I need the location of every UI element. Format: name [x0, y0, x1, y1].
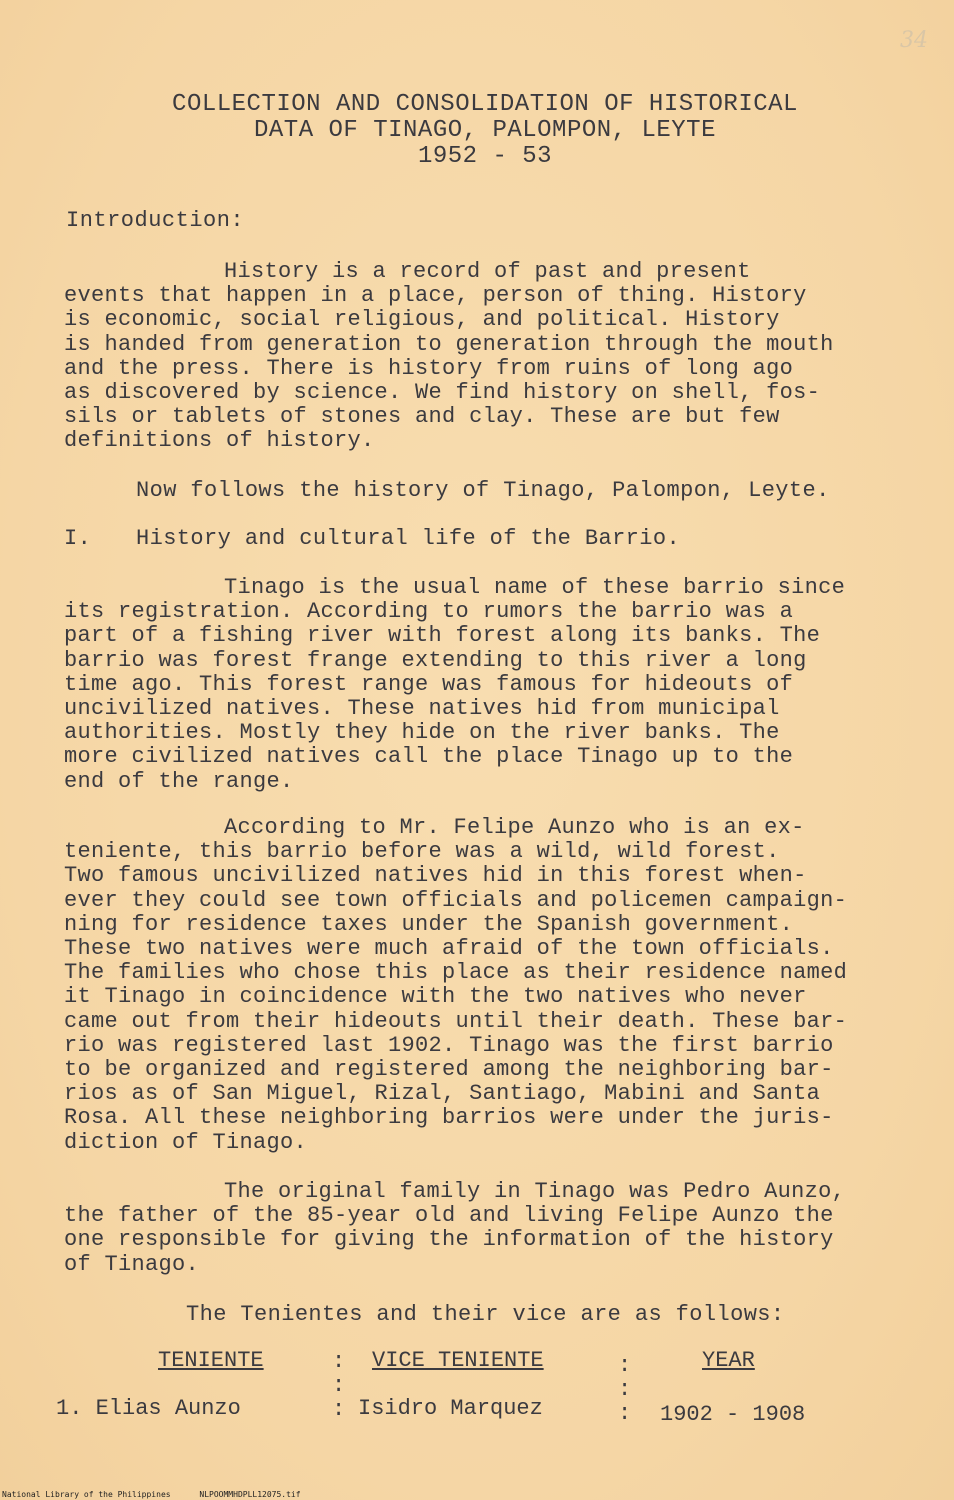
- text-line: events that happen in a place, person of thing. History: [64, 283, 807, 309]
- text-line: its registration. According to rumors the barrio was a: [64, 599, 794, 625]
- text-line: more civilized natives call the place Tinago up to the: [64, 744, 794, 770]
- text-line: end of the range.: [64, 768, 294, 794]
- text-line: History is a record of past and present: [224, 259, 751, 284]
- text-line: the father of the 85-year old and living Felipe Aunzo the: [64, 1203, 834, 1229]
- cell-year: 1902 - 1908: [660, 1402, 806, 1427]
- text-line: as discovered by science. We find history on shell, fos-: [64, 380, 821, 406]
- text-line: Two famous uncivilized natives hid in this forest when-: [64, 863, 807, 889]
- text-line: of Tinago.: [64, 1251, 200, 1277]
- intro-paragraph: [64, 260, 890, 454]
- text-line: authorities. Mostly they hide on the river banks. The: [64, 720, 780, 746]
- column-separator: : : :: [618, 1353, 632, 1426]
- page-number: 34: [900, 28, 928, 53]
- text-line: According to Mr. Felipe Aunzo who is an ex-: [224, 815, 805, 840]
- text-line: diction of Tinago.: [64, 1129, 308, 1155]
- file-name: NLPOOMMHDPLL12075.tif: [199, 1490, 301, 1499]
- document-title: [160, 92, 810, 170]
- header-year: YEAR: [702, 1348, 755, 1373]
- text-line: rios as of San Miguel, Rizal, Santiago, Mabini and Santa: [64, 1081, 821, 1107]
- title-line-3: 1952 - 53: [417, 143, 553, 170]
- title-line-2: DATA OF TINAGO, PALOMPON, LEYTE: [254, 117, 716, 144]
- library-name: National Library of the Philippines: [2, 1490, 171, 1499]
- text-line: ning for residence taxes under the Spanish government.: [64, 911, 794, 937]
- section-number: I.: [64, 526, 92, 551]
- now-follows-line: Now follows the history of Tinago, Palompon, Leyte.: [136, 478, 830, 503]
- introduction-heading: Introduction:: [66, 208, 245, 233]
- header-teniente: TENIENTE: [158, 1348, 264, 1373]
- text-line: ever they could see town officials and policemen campaign-: [64, 887, 848, 913]
- text-line: definitions of history.: [64, 428, 375, 454]
- text-line: These two natives were much afraid of the town officials.: [64, 936, 834, 962]
- title-line-1: COLLECTION AND CONSOLIDATION OF HISTORICAL: [172, 91, 798, 118]
- text-line: barrio was forest frange extending to this river a long: [64, 647, 807, 673]
- text-line: time ago. This forest range was famous for hideouts of: [64, 671, 794, 697]
- text-line: part of a fishing river with forest along its banks. The: [64, 623, 821, 649]
- text-line: it Tinago in coincidence with the two natives who never: [64, 984, 807, 1010]
- text-line: rio was registered last 1902. Tinago was the first barrio: [64, 1032, 834, 1058]
- table-intro: The Tenientes and their vice are as follows:: [186, 1302, 785, 1327]
- cell-vice-teniente: Isidro Marquez: [358, 1396, 543, 1421]
- text-line: is handed from generation to generation through the mouth: [64, 331, 834, 357]
- text-line: Rosa. All these neighboring barrios were under the juris-: [64, 1105, 834, 1131]
- cell-teniente: 1. Elias Aunzo: [56, 1396, 241, 1421]
- text-line: to be organized and registered among the neighboring bar-: [64, 1057, 834, 1083]
- scan-footer: [2, 1490, 325, 1499]
- text-line: uncivilized natives. These natives hid from municipal: [64, 696, 780, 722]
- section-title: History and cultural life of the Barrio.: [136, 526, 681, 551]
- text-line: The original family in Tinago was Pedro Aunzo,: [224, 1179, 846, 1204]
- text-line: sils or tablets of stones and clay. These are but few: [64, 404, 780, 430]
- text-line: Tinago is the usual name of these barrio since: [224, 575, 846, 600]
- text-line: teniente, this barrio before was a wild, wild forest.: [64, 839, 780, 865]
- text-line: is economic, social religious, and political. History: [64, 307, 780, 333]
- column-separator: : : :: [332, 1349, 346, 1422]
- paragraph-original-family: [64, 1180, 890, 1277]
- text-line: The families who chose this place as their residence named: [64, 960, 848, 986]
- section-heading: [64, 526, 680, 551]
- text-line: and the press. There is history from ruins of long ago: [64, 355, 794, 381]
- header-vice-teniente: VICE TENIENTE: [372, 1348, 544, 1373]
- text-line: came out from their hideouts until their death. These bar-: [64, 1008, 848, 1034]
- paragraph-tinago-name: [64, 576, 890, 794]
- text-line: one responsible for giving the information of the history: [64, 1227, 834, 1253]
- paragraph-felipe-aunzo: [64, 816, 890, 1155]
